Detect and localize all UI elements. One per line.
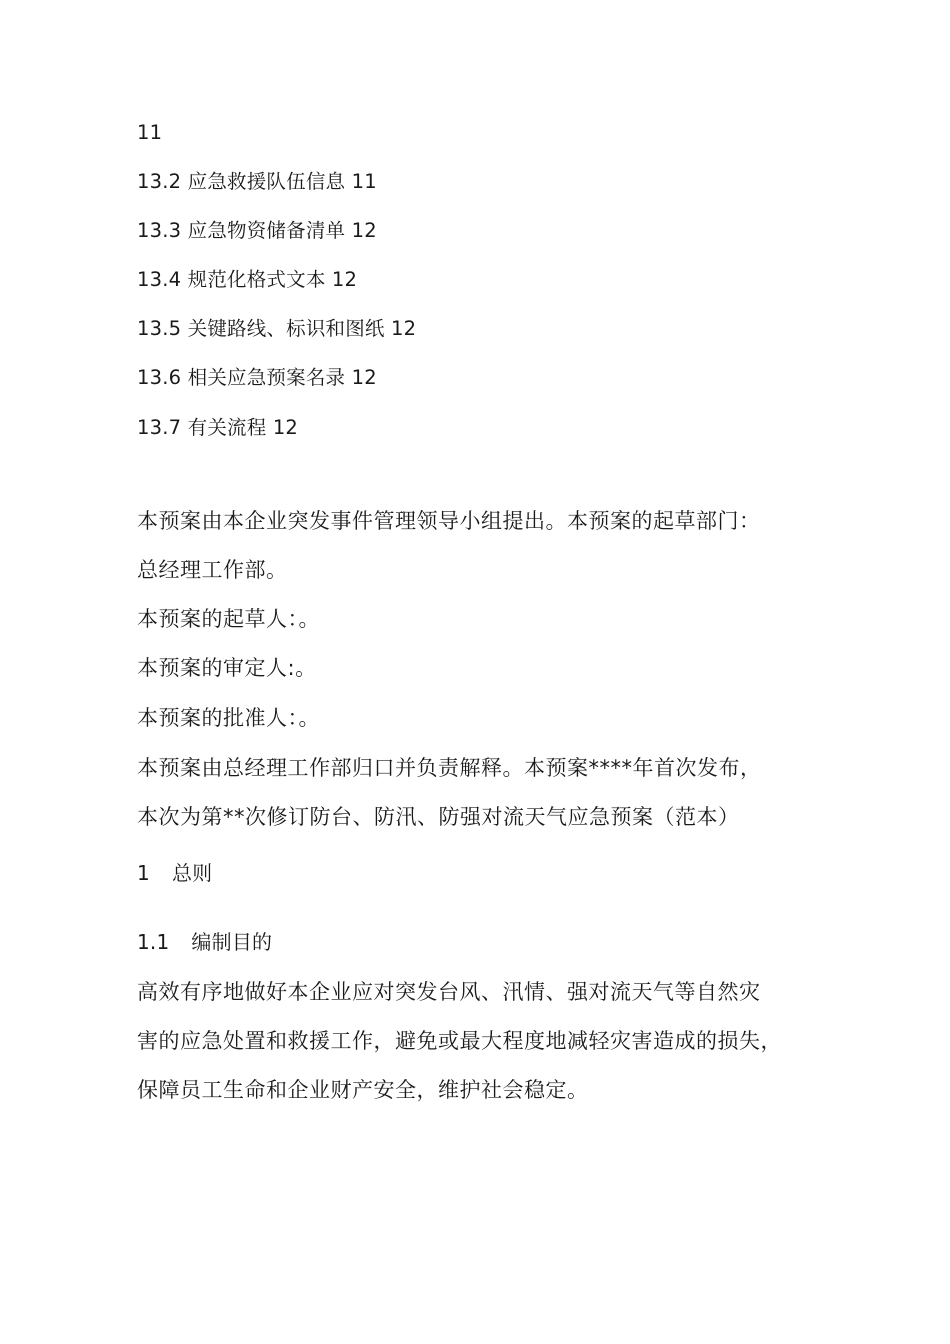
preface-line: 本预案由总经理工作部归口并负责解释。本预案****年首次发布， (137, 756, 762, 780)
section-heading (137, 861, 212, 885)
toc-line: 13.7 有关流程 12 (137, 416, 299, 439)
section-number: 1 (137, 861, 150, 885)
toc-line: 13.5 关键路线、标识和图纸 12 (137, 317, 417, 340)
preface-line: 本预案由本企业突发事件管理领导小组提出。本预案的起草部门： (137, 509, 761, 533)
paragraph-line: 保障员工生命和企业财产安全，维护社会稳定。 (137, 1078, 589, 1102)
preface-line: 本预案的审定人:。 (137, 656, 317, 680)
preface-line: 本预案的批准人：。 (137, 706, 320, 730)
subsection-number: 1.1 (137, 930, 170, 954)
paragraph-line: 害的应急处置和救援工作，避免或最大程度地减轻灾害造成的损失， (137, 1029, 782, 1053)
preface-line: 本预案的起草人：。 (137, 607, 320, 631)
paragraph-line: 高效有序地做好本企业应对突发台风、汛情、强对流天气等自然灾 (137, 980, 761, 1004)
subsection-title: 编制目的 (191, 930, 273, 954)
section-title: 总则 (171, 861, 213, 885)
preface-line: 本次为第**次修订防台、防汛、防强对流天气应急预案（范本） (137, 805, 740, 829)
toc-line: 13.4 规范化格式文本 12 (137, 268, 358, 291)
preface-line: 总经理工作部。 (137, 558, 288, 582)
subsection-heading (137, 930, 272, 954)
toc-line: 11 (137, 121, 163, 144)
toc-line: 13.6 相关应急预案名录 12 (137, 366, 377, 389)
toc-line: 13.2 应急救援队伍信息 11 (137, 170, 377, 193)
toc-line: 13.3 应急物资储备清单 12 (137, 219, 377, 242)
